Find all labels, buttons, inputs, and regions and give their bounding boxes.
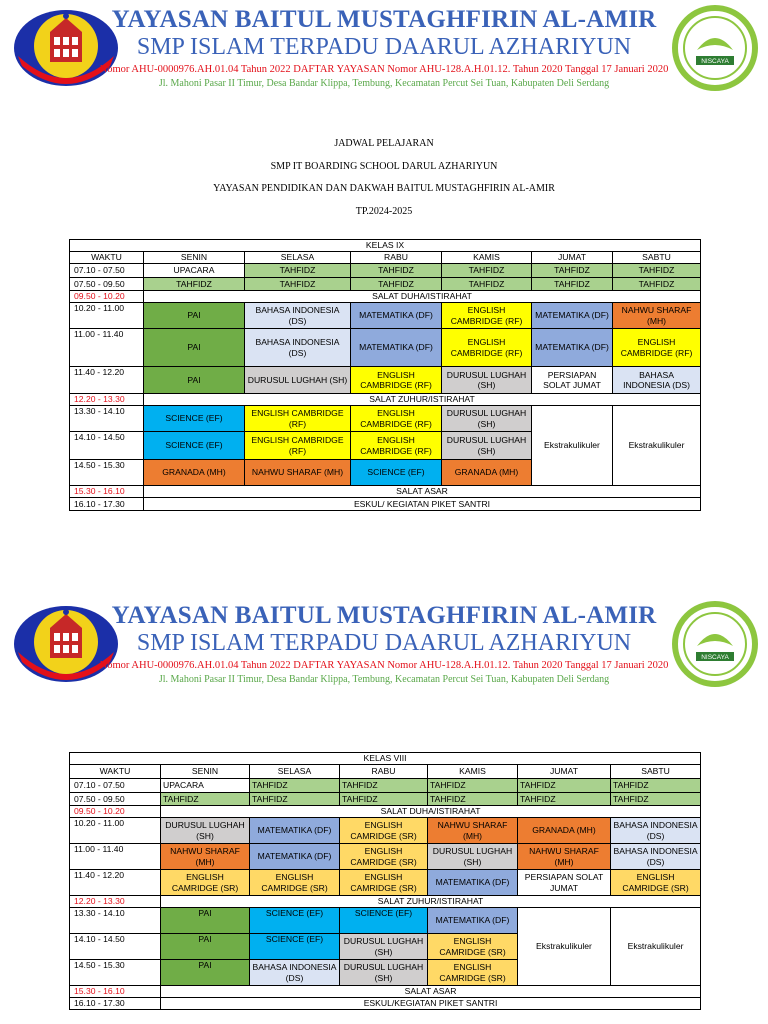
time-cell: 09.50 - 10.20 <box>70 806 161 818</box>
subject-cell: MATEMATIKA (DF) <box>428 870 518 896</box>
subject-cell: TAHFIDZ <box>161 793 250 806</box>
subject-cell: MATEMATIKA (DF) <box>250 844 340 870</box>
subject-cell: MATEMATIKA (DF) <box>428 908 518 934</box>
col-header: WAKTU <box>70 765 161 779</box>
subject-cell: ENGLISH CAMRIDGE (SR) <box>428 934 518 960</box>
break-cell: SALAT ZUHUR/ISTIRAHAT <box>161 896 701 908</box>
col-header: SELASA <box>250 765 340 779</box>
subject-cell: TAHFIDZ <box>611 793 701 806</box>
subject-cell: GRANADA (MH) <box>442 460 532 486</box>
table-title: KELAS IX <box>70 240 701 252</box>
subject-cell: DURUSUL LUGHAH (SH) <box>428 844 518 870</box>
col-header: KAMIS <box>428 765 518 779</box>
school-address: Jl. Mahoni Pasar II Timur, Desa Bandar Klippa, Tembung, Kecamatan Percut Sei Tuan, Kabupaten Deli Serdang <box>158 674 610 685</box>
subject-cell: MATEMATIKA (DF) <box>351 329 442 367</box>
table-row <box>70 870 701 896</box>
time-cell: 07.50 - 09.50 <box>70 278 144 291</box>
school-name: SMP ISLAM TERPADU DAARUL AZHARIYUN <box>136 630 632 656</box>
registration-number: Nomor AHU-0000976.AH.01.04 Tahun 2022 DAFTAR YAYASAN Nomor AHU-128.A.H.01.12. Tahun 2020 Tanggal 17 Januari 2020 <box>99 64 669 75</box>
subject-cell: PAI <box>144 303 245 329</box>
subject-cell: BAHASA INDONESIA (DS) <box>613 367 701 394</box>
niscaya-badge-icon <box>672 4 758 92</box>
time-cell: 16.10 - 17.30 <box>70 998 161 1010</box>
subject-cell: ENGLISH CAMBRIDGE (RF) <box>613 329 701 367</box>
table-header-row <box>70 252 701 264</box>
col-header: SENIN <box>161 765 250 779</box>
subject-cell: SCIENCE (EF) <box>144 406 245 432</box>
subject-cell: PERSIAPAN SOLAT JUMAT <box>518 870 611 896</box>
subject-cell: Ekstrakulikuler <box>532 406 613 486</box>
time-cell: 12.20 - 13.30 <box>70 896 161 908</box>
time-cell: 10.20 - 11.00 <box>70 303 144 329</box>
subject-cell: TAHFIDZ <box>245 264 351 278</box>
subject-cell: ENGLISH CAMBRIDGE (RF) <box>442 303 532 329</box>
time-cell: 15.30 - 16.10 <box>70 986 161 998</box>
subject-cell: BAHASA INDONESIA (DS) <box>611 818 701 844</box>
time-cell: 14.10 - 14.50 <box>70 432 144 460</box>
subject-cell: TAHFIDZ <box>340 793 428 806</box>
schedule-table-kelas-ix <box>69 239 701 511</box>
table-row <box>70 986 701 998</box>
heading-line-3: YAYASAN PENDIDIKAN DAN DAKWAH BAITUL MUSTAGHFIRIN AL-AMIR <box>213 183 555 194</box>
time-cell: 07.10 - 07.50 <box>70 264 144 278</box>
time-cell: 12.20 - 13.30 <box>70 394 144 406</box>
subject-cell: ENGLISH CAMRIDGE (SR) <box>161 870 250 896</box>
subject-cell: TAHFIDZ <box>351 278 442 291</box>
letterhead-top <box>0 0 768 96</box>
subject-cell: NAHWU SHARAF (MH) <box>161 844 250 870</box>
subject-cell: TAHFIDZ <box>613 278 701 291</box>
svg-text:NISCAYA: NISCAYA <box>701 58 729 65</box>
subject-cell: DURUSUL LUGHAH (SH) <box>340 934 428 960</box>
subject-cell: TAHFIDZ <box>518 793 611 806</box>
subject-cell: TAHFIDZ <box>442 264 532 278</box>
time-cell: 09.50 - 10.20 <box>70 291 144 303</box>
subject-cell: GRANADA (MH) <box>518 818 611 844</box>
subject-cell: GRANADA (MH) <box>144 460 245 486</box>
school-address: Jl. Mahoni Pasar II Timur, Desa Bandar Klippa, Tembung, Kecamatan Percut Sei Tuan, Kabupaten Deli Serdang <box>158 78 610 89</box>
col-header: JUMAT <box>532 252 613 264</box>
niscaya-badge-icon <box>672 600 758 688</box>
time-cell: 11.40 - 12.20 <box>70 870 161 896</box>
subject-cell: MATEMATIKA (DF) <box>532 303 613 329</box>
subject-cell: PAI <box>144 329 245 367</box>
break-cell: SALAT ASAR <box>144 486 701 498</box>
subject-cell: ENGLISH CAMBRIDGE (RF) <box>442 329 532 367</box>
time-cell: 10.20 - 11.00 <box>70 818 161 844</box>
subject-cell: ENGLISH CAMRIDGE (SR) <box>340 844 428 870</box>
subject-cell: TAHFIDZ <box>245 278 351 291</box>
col-header: WAKTU <box>70 252 144 264</box>
table-row <box>70 394 701 406</box>
subject-cell: PAI <box>161 908 250 934</box>
subject-cell: SCIENCE (EF) <box>340 908 428 934</box>
heading-line-1: JADWAL PELAJARAN <box>334 138 434 149</box>
subject-cell: MATEMATIKA (DF) <box>532 329 613 367</box>
activity-cell: ESKUL/KEGIATAN PIKET SANTRI <box>161 998 701 1010</box>
col-header: KAMIS <box>442 252 532 264</box>
subject-cell: MATEMATIKA (DF) <box>351 303 442 329</box>
time-cell: 14.10 - 14.50 <box>70 934 161 960</box>
table-row <box>70 908 701 934</box>
table-row <box>70 264 701 278</box>
table-row <box>70 793 701 806</box>
subject-cell: BAHASA INDONESIA (DS) <box>245 303 351 329</box>
time-cell: 14.50 - 15.30 <box>70 960 161 986</box>
heading-line-2: SMP IT BOARDING SCHOOL DARUL AZHARIYUN <box>270 160 498 172</box>
table-title: KELAS VIII <box>70 753 701 765</box>
subject-cell: TAHFIDZ <box>532 264 613 278</box>
subject-cell: ENGLISH CAMRIDGE (SR) <box>340 870 428 896</box>
time-cell: 16.10 - 17.30 <box>70 498 144 511</box>
subject-cell: DURUSUL LUGHAH (SH) <box>161 818 250 844</box>
letterhead-bottom <box>0 596 768 692</box>
subject-cell: TAHFIDZ <box>442 278 532 291</box>
table-row <box>70 498 701 511</box>
subject-cell: ENGLISH CAMBRIDGE (RF) <box>245 406 351 432</box>
subject-cell: DURUSUL LUGHAH (SH) <box>442 406 532 432</box>
schedule-table-kelas-viii <box>69 752 701 1010</box>
table-header-row <box>70 765 701 779</box>
subject-cell: SCIENCE (EF) <box>351 460 442 486</box>
document-heading <box>0 133 768 223</box>
subject-cell: NAHWU SHARAF (MH) <box>518 844 611 870</box>
table-row <box>70 367 701 394</box>
subject-cell: SCIENCE (EF) <box>250 908 340 934</box>
break-cell: SALAT ZUHUR/ISTIRAHAT <box>144 394 701 406</box>
subject-cell: ENGLISH CAMRIDGE (SR) <box>340 818 428 844</box>
table-row <box>70 406 701 432</box>
subject-cell: NAHWU SHARAF (MH) <box>613 303 701 329</box>
foundation-name: YAYASAN BAITUL MUSTAGHFIRIN AL-AMIR <box>111 602 657 629</box>
subject-cell: TAHFIDZ <box>250 793 340 806</box>
table-row <box>70 278 701 291</box>
subject-cell: PAI <box>161 960 250 986</box>
subject-cell: TAHFIDZ <box>340 779 428 793</box>
time-cell: 15.30 - 16.10 <box>70 486 144 498</box>
subject-cell: ENGLISH CAMBRIDGE (RF) <box>245 432 351 460</box>
subject-cell: SCIENCE (EF) <box>250 934 340 960</box>
subject-cell: Ekstrakulikuler <box>613 406 701 486</box>
subject-cell: PAI <box>161 934 250 960</box>
time-cell: 13.30 - 14.10 <box>70 406 144 432</box>
subject-cell: UPACARA <box>144 264 245 278</box>
subject-cell: NAHWU SHARAF (MH) <box>245 460 351 486</box>
subject-cell: Ekstrakulikuler <box>518 908 611 986</box>
time-cell: 11.00 - 11.40 <box>70 844 161 870</box>
registration-number: Nomor AHU-0000976.AH.01.04 Tahun 2022 DAFTAR YAYASAN Nomor AHU-128.A.H.01.12. Tahun 2020 Tanggal 17 Januari 2020 <box>99 660 669 671</box>
break-cell: SALAT DUHA/ISTIRAHAT <box>144 291 701 303</box>
subject-cell: TAHFIDZ <box>611 779 701 793</box>
subject-cell: MATEMATIKA (DF) <box>250 818 340 844</box>
subject-cell: UPACARA <box>161 779 250 793</box>
school-name: SMP ISLAM TERPADU DAARUL AZHARIYUN <box>136 34 632 60</box>
subject-cell: ENGLISH CAMBRIDGE (RF) <box>351 367 442 394</box>
subject-cell: TAHFIDZ <box>428 793 518 806</box>
time-cell: 14.50 - 15.30 <box>70 460 144 486</box>
col-header: SABTU <box>611 765 701 779</box>
time-cell: 11.40 - 12.20 <box>70 367 144 394</box>
time-cell: 07.50 - 09.50 <box>70 793 161 806</box>
subject-cell: TAHFIDZ <box>250 779 340 793</box>
subject-cell: ENGLISH CAMRIDGE (SR) <box>611 870 701 896</box>
break-cell: SALAT DUHA/ISTIRAHAT <box>161 806 701 818</box>
time-cell: 07.10 - 07.50 <box>70 779 161 793</box>
subject-cell: TAHFIDZ <box>613 264 701 278</box>
subject-cell: BAHASA INDONESIA (DS) <box>250 960 340 986</box>
col-header: SENIN <box>144 252 245 264</box>
heading-line-4: TP.2024-2025 <box>355 205 413 217</box>
foundation-name: YAYASAN BAITUL MUSTAGHFIRIN AL-AMIR <box>111 6 657 33</box>
table-row <box>70 303 701 329</box>
subject-cell: DURUSUL LUGHAH (SH) <box>245 367 351 394</box>
col-header: RABU <box>351 252 442 264</box>
subject-cell: SCIENCE (EF) <box>144 432 245 460</box>
col-header: JUMAT <box>518 765 611 779</box>
subject-cell: ENGLISH CAMBRIDGE (RF) <box>351 432 442 460</box>
col-header: SABTU <box>613 252 701 264</box>
subject-cell: TAHFIDZ <box>532 278 613 291</box>
subject-cell: TAHFIDZ <box>518 779 611 793</box>
col-header: SELASA <box>245 252 351 264</box>
subject-cell: DURUSUL LUGHAH (SH) <box>340 960 428 986</box>
table-row <box>70 329 701 367</box>
subject-cell: BAHASA INDONESIA (DS) <box>611 844 701 870</box>
break-cell: SALAT ASAR <box>161 986 701 998</box>
table-row <box>70 844 701 870</box>
subject-cell: TAHFIDZ <box>351 264 442 278</box>
subject-cell: PAI <box>144 367 245 394</box>
subject-cell: DURUSUL LUGHAH (SH) <box>442 367 532 394</box>
time-cell: 11.00 - 11.40 <box>70 329 144 367</box>
table-row <box>70 998 701 1010</box>
svg-text:NISCAYA: NISCAYA <box>701 654 729 661</box>
table-row <box>70 896 701 908</box>
subject-cell: TAHFIDZ <box>144 278 245 291</box>
subject-cell: Ekstrakulikuler <box>611 908 701 986</box>
activity-cell: ESKUL/ KEGIATAN PIKET SANTRI <box>144 498 701 511</box>
table-row <box>70 486 701 498</box>
subject-cell: TAHFIDZ <box>428 779 518 793</box>
subject-cell: ENGLISH CAMRIDGE (SR) <box>428 960 518 986</box>
time-cell: 13.30 - 14.10 <box>70 908 161 934</box>
subject-cell: ENGLISH CAMRIDGE (SR) <box>250 870 340 896</box>
subject-cell: PERSIAPAN SOLAT JUMAT <box>532 367 613 394</box>
table-row <box>70 779 701 793</box>
table-row <box>70 291 701 303</box>
subject-cell: NAHWU SHARAF (MH) <box>428 818 518 844</box>
subject-cell: ENGLISH CAMBRIDGE (RF) <box>351 406 442 432</box>
table-row <box>70 818 701 844</box>
subject-cell: DURUSUL LUGHAH (SH) <box>442 432 532 460</box>
col-header: RABU <box>340 765 428 779</box>
table-row <box>70 806 701 818</box>
subject-cell: BAHASA INDONESIA (DS) <box>245 329 351 367</box>
